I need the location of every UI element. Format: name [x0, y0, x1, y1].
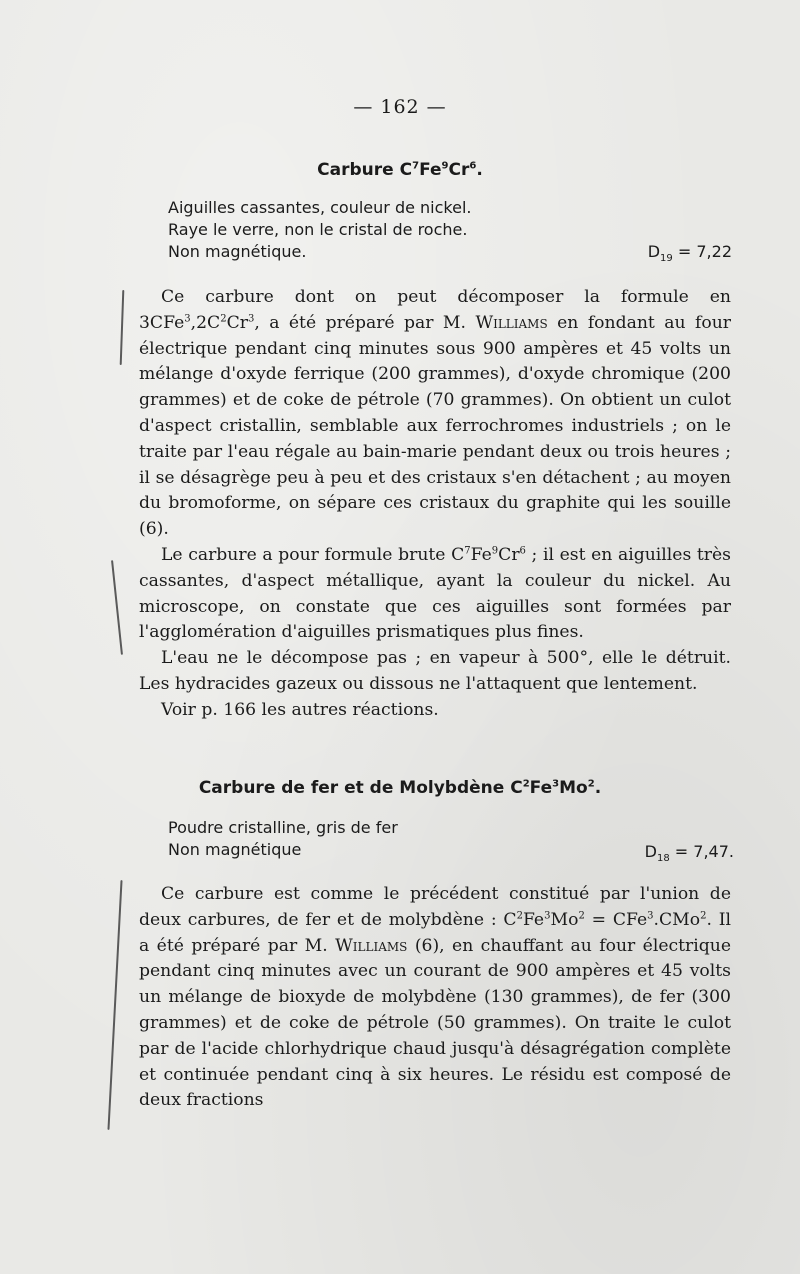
text-block-section1	[139, 285, 731, 724]
paragraph: Le carbure a pour formule brute $C^7Fe^9Cr^6$ ; il est en aiguilles très cassantes, d'aspect métallique, ayant la couleur du nickel. Au microscope, on constate que ces aiguilles sont formées par l'agglomération d'aiguilles prismatiques plus fines.	[139, 544, 732, 643]
heading-text: Carbure C	[317, 160, 413, 180]
heading-text: .	[594, 778, 602, 798]
margin-mark	[107, 880, 122, 1130]
heading-text: Fe	[529, 778, 553, 798]
author-name: Williams	[335, 935, 408, 956]
subscript: 7	[412, 160, 420, 172]
paragraph: Ce carbure dont on peut décomposer la formule en $3CFe^3,2C^2Cr^3$, a été préparé par M. Williams en fondant au four électrique pendant cinq minutes sous 900 ampères et 45 volts un mélange d'oxyde ferrique (200 grammes), d'oxyde chromique (200 grammes) et de coke de pétrole (70 grammes). On obtient un culot d'aspect cristallin, semblable aux ferrochromes industriels ; on le traite par l'eau régale au bain-marie pendant deux ou trois heures ; il se désagrège peu à peu et des cristaux s'en détachent ; au moyen du bromoforme, on sépare ces cristaux du graphite qui les souille (6).	[139, 287, 731, 540]
margin-mark	[120, 290, 125, 365]
density-value	[645, 842, 734, 864]
density-number: = 7,22	[677, 242, 732, 261]
subscript: 9	[441, 160, 449, 172]
property-line: Non magnétique	[168, 840, 302, 859]
paragraph: L'eau ne le décompose pas ; en vapeur à 500°, elle le détruit. Les hydracides gazeux ou dissous ne l'attaquent que lentement.	[139, 648, 731, 694]
author-name: Williams	[475, 312, 548, 333]
density-subscript: 19	[660, 253, 673, 265]
heading-text: Mo	[559, 778, 588, 798]
density-symbol: D	[644, 842, 657, 861]
property-line: Aiguilles cassantes, couleur de nickel.	[168, 198, 472, 217]
subscript: 2	[522, 778, 530, 790]
heading-text: Cr	[448, 160, 470, 180]
density-number: = 7,47.	[674, 842, 734, 861]
section-heading-chromium-carbide	[0, 160, 800, 180]
property-line: Non magnétique.	[168, 242, 307, 261]
page-number: — 162 —	[353, 96, 447, 118]
subscript: 3	[552, 778, 560, 790]
density-subscript: 18	[656, 853, 670, 865]
property-line: Poudre cristalline, gris de fer	[168, 818, 398, 837]
density-symbol: D	[647, 242, 661, 261]
subscript: 6	[469, 160, 477, 172]
text-block-section2	[139, 882, 731, 1114]
heading-text: .	[476, 160, 483, 180]
heading-text: Fe	[419, 160, 442, 180]
subscript: 2	[587, 778, 595, 790]
section-heading-molybdenum-carbide	[0, 778, 800, 798]
heading-text: Carbure de fer et de Molybdène C	[198, 778, 523, 798]
property-line: Raye le verre, non le cristal de roche.	[168, 220, 468, 239]
paragraph: Ce carbure est comme le précédent constitué par l'union de deux carbures, de fer et de molybdène : $C^2Fe^3Mo^2 = CFe^3.CMo^2$. Il a été préparé par M. Williams (6), en chauffant au four électrique pendant cinq minutes avec un courant de 900 ampères et 45 volts un mélange de bioxyde de molybdène (130 grammes), de fer (300 grammes) et de coke de pétrole (50 grammes). On traite le culot par de l'acide chlorhydrique chaud jusqu'à désagrégation complète et continuée pendant cinq à six heures. Le résidu est composé de deux fractions	[139, 884, 732, 1111]
margin-mark	[111, 560, 123, 655]
paragraph: Voir p. 166 les autres réactions.	[161, 699, 439, 720]
density-value	[648, 242, 732, 264]
